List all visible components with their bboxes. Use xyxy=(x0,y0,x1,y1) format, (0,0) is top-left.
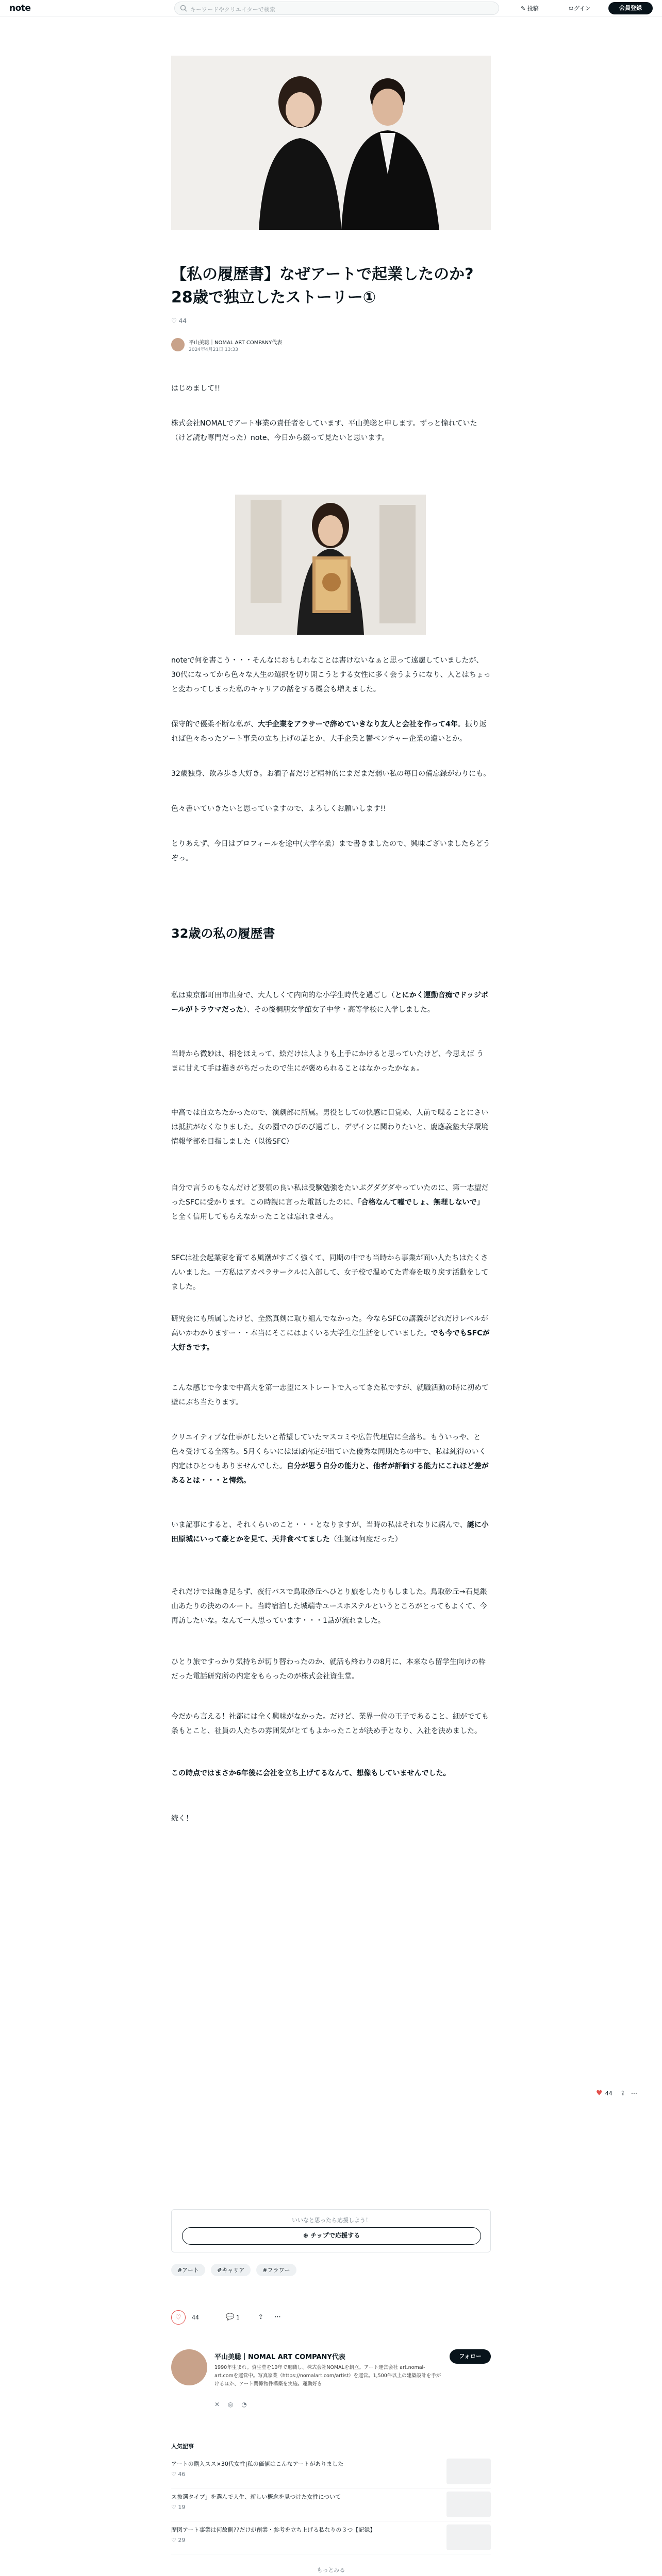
share-icon[interactable]: ⇪ xyxy=(258,2313,263,2321)
paragraph: それだけでは飽き足らず、夜行バスで鳥取砂丘へひとり旅をしたりもしました。鳥取砂丘→石見銀山あたりの決めのルート。当時宿泊した城端寺ユースホステルというところがとってもよくて、今再訪したいな。なんて一人思っています・・・1話が流れました。 xyxy=(171,1588,487,1625)
hero-image xyxy=(171,56,491,230)
popular-title: 歴図アート事業は何故側??だけが創業・参考を立ち上げる私なりの３つ【記録】 xyxy=(171,2527,376,2533)
article-title: 【私の履歴書】なぜアートで起業したのか? 28歳で独立したストーリー① xyxy=(171,265,474,307)
bold-phrase: この時点ではまさか6年後に会社を立ち上げてるなんて、想像もしていませんでした。 xyxy=(171,1769,451,1777)
paragraph-with-bold xyxy=(171,988,491,1017)
login-button[interactable]: ログイン xyxy=(568,5,591,12)
more-icon[interactable]: ⋯ xyxy=(631,2090,637,2097)
paragraph-with-bold xyxy=(171,1766,491,1781)
paragraph: とりあえず、今日はプロフィールを途中(大学卒業）まで書きましたので、興味ございましたらどうぞっ。 xyxy=(171,840,490,862)
popular-likes: ♡ 19 xyxy=(171,2504,186,2511)
profile-bio: 1990年生まれ。資生堂を10年で退職し、株式会社NOMALを創立。アート運営会社 art.nomal-art.comを運営中。写真家業（https://nomalart.com/artist）を運営。1,500件以上の建築設計を手がけるほか、アート関係物件構築を実施。運動好き xyxy=(214,2365,441,2387)
paragraph: 続く！ xyxy=(171,1815,193,1823)
social-links xyxy=(214,2401,247,2408)
post-button[interactable]: ✎ 投稿 xyxy=(521,5,539,12)
section-title: 32歳の私の履歴書 xyxy=(171,926,275,941)
global-header xyxy=(0,0,662,16)
instagram-icon[interactable]: ◎ xyxy=(227,2401,234,2408)
bold-phrase: でも今でもSFCが大好きです。 xyxy=(171,1329,490,1352)
popular-likes: ♡ 29 xyxy=(171,2537,186,2544)
popular-likes: ♡ 46 xyxy=(171,2471,186,2478)
paragraph: 32歳独身、飲み歩き大好き。お酒子者だけど精神的にまだまだ弱い私の毎日の備忘録がわりにも。 xyxy=(171,770,491,778)
rss-icon[interactable]: ◔ xyxy=(241,2401,247,2408)
more-icon[interactable]: ⋯ xyxy=(274,2313,281,2321)
paragraph-text: 。振り返れば色々あったアート事業の立ち上げの話とか、大手企業と鬱ベンチャー企業の違いとか。 xyxy=(171,720,487,743)
comment-icon[interactable]: 💬 xyxy=(226,2313,235,2321)
tip-button-label: チップで応援する xyxy=(310,2232,360,2239)
bold-phrase: 大手企業をアラサーで辞めていきなり友人と会社を作って4年 xyxy=(258,720,458,728)
popular-title: アートの購入スス×30代女性|私の価値はこんなアートがありました xyxy=(171,2461,344,2467)
heart-icon: ♡ xyxy=(171,317,177,325)
like-count: 44 xyxy=(192,2314,199,2321)
popular-likes-count: 46 xyxy=(178,2471,186,2478)
paragraph-text: 私は東京都町田市出身で、大人しくて内向的な小学生時代を過ごし（ xyxy=(171,991,395,999)
paragraph: 色々書いていきたいと思っていますので、よろしくお願いします!! xyxy=(171,805,386,813)
paragraph-text: （生誕は何度だった） xyxy=(329,1535,402,1544)
paragraph-with-bold xyxy=(171,717,491,746)
paragraph-text: 自分で言うのもなんだけど要領の良い私は受験勉強をたいぶグダグダやっていたのに、第一志望だったSFCに受かります。この時親に言った電話したのに、 xyxy=(171,1184,489,1207)
paragraph-text: と全く信用してもらえなかったことは忘れません。 xyxy=(171,1213,338,1221)
paragraph: 当時から微妙は、相をほえって、絵だけは人よりも上手にかけると思っていたけど、今思えば うまに甘えて手は描きがちだったので生にが褒められることはなかったかなぁ。 xyxy=(171,1050,484,1073)
tag-pill[interactable]: #キャリア xyxy=(211,2264,251,2276)
popular-likes-count: 19 xyxy=(178,2504,186,2511)
paragraph-with-bold xyxy=(171,1312,491,1355)
post-label: 投稿 xyxy=(527,5,539,12)
sticky-likes-count: 44 xyxy=(605,2090,613,2097)
popular-item[interactable] xyxy=(171,2455,491,2488)
profile-name[interactable]: 平山美聡｜NOMAL ART COMPANY代表 xyxy=(214,2353,345,2361)
profile-avatar[interactable] xyxy=(171,2349,207,2385)
popular-title: ス抜選タイプ」を選んで人生、新しい概念を見つけた女性について xyxy=(171,2494,341,2500)
article-likes-count: 44 xyxy=(178,317,187,325)
paragraph-with-bold xyxy=(171,1181,491,1224)
author-avatar[interactable] xyxy=(171,338,185,351)
bold-phrase: 謎に小田原城にいって豪とかを見て、天井食べてました xyxy=(171,1521,489,1544)
paragraph-text: いま記事にすると、それくらいのこと・・・となりますが、当時の私はそれなりに病んで、 xyxy=(171,1521,467,1529)
popular-likes-count: 29 xyxy=(178,2537,186,2544)
search-placeholder: キーワードやクリエイターで検索 xyxy=(190,6,275,13)
support-prompt: いいなと思ったら応援しよう！ xyxy=(292,2217,371,2224)
paragraph-text: 研究会にも所属したけど、全然真剣に取り組んでなかった。今ならSFCの講義がどれだけレベルが高いかわかりますー・・本当にそこにはよくいる大学生な生活をしていました。 xyxy=(171,1315,488,1337)
popular-thumbnail xyxy=(446,2492,491,2517)
paragraph: noteで何を書こう・・・そんなにおもしれなことは書けないなぁと思って遠慮していましたが、30代になってから色々な人生の選択を切り開こうとする女性に多く会うようになり、人とはちょっと変わってしまった私のキャリアの話をする機会も増えました。 xyxy=(171,656,491,693)
support-box xyxy=(171,2209,491,2252)
note-logo[interactable]: note xyxy=(9,3,31,13)
x-icon[interactable]: ✕ xyxy=(214,2401,220,2408)
search-box[interactable] xyxy=(174,2,499,15)
paragraph-text: ）、その後桐朋女学館女子中学・高等学校に入学しました。 xyxy=(243,1006,435,1014)
bold-phrase: 自分が思う自分の能力と、他者が評価する能力にこれほど差があるとは・・・と愕然。 xyxy=(171,1462,489,1485)
paragraph: ひとり旅ですっかり気持ちが切り替わったのか、就活も終わりの8月に、本来なら留学生向けの枠だった電話研究所の内定をもらったのが株式会社資生堂。 xyxy=(171,1658,486,1681)
follow-button[interactable]: フォロー xyxy=(450,2349,491,2364)
tip-icon: ⊕ xyxy=(303,2232,308,2239)
share-icon[interactable]: ⇪ xyxy=(620,2090,625,2097)
comment-count: 1 xyxy=(236,2314,240,2321)
hero-photo-illustration xyxy=(171,56,491,230)
sticky-actions xyxy=(596,2088,637,2097)
paragraph-text: 保守的で優柔不断な私が、 xyxy=(171,720,258,728)
action-bar xyxy=(171,2310,491,2326)
bold-phrase: 「合格なんて嘘でしょ、無理しないで」 xyxy=(357,1198,484,1207)
popular-heading: 人気記事 xyxy=(171,2443,194,2450)
paragraph: 株式会社NOMALでアート事業の責任者をしています、平山美聡と申します。ずっと憧れていた（けど読む専門だった）note、今日から綴って見たいと思います。 xyxy=(171,419,477,442)
popular-thumbnail xyxy=(446,2524,491,2550)
popular-item[interactable] xyxy=(171,2521,491,2554)
paragraph: SFCは社会起業家を育てる風潮がすごく強くて、同期の中でも当時から事業が面い人たちはたくさんいました。一方私はアカペラサークルに入部して、女子校で温めてた青春を取り戻す活動をしてました。 xyxy=(171,1254,489,1291)
publish-date: 2024年4月21日 13:33 xyxy=(189,347,238,352)
heart-icon[interactable]: ♥ xyxy=(596,2089,603,2097)
bold-phrase: とにかく運動音痴でドッジボールがトラウマだった xyxy=(171,991,488,1014)
article-likes[interactable] xyxy=(171,317,187,325)
paragraph-with-bold xyxy=(171,1518,491,1547)
author-name[interactable]: 平山美聡｜NOMAL ART COMPANY代表 xyxy=(189,340,283,346)
popular-item[interactable] xyxy=(171,2488,491,2521)
popular-thumbnail xyxy=(446,2459,491,2484)
search-icon xyxy=(180,5,187,12)
author-line xyxy=(171,338,377,353)
paragraph: 今だから言える！社都には全く興味がなかった。だけど、業界一位の王子であること、細がでても条もとこと、社員の人たちの雰囲気がとてもよかったことが決め手となり、入社を決めました。 xyxy=(171,1713,489,1735)
signup-button[interactable]: 会員登録 xyxy=(608,2,653,14)
body-image xyxy=(235,495,426,635)
paragraph: こんな感じで今まで中高大を第一志望にストレートで入ってきた私ですが、就職活動の時に初めて壁にぶち当たります。 xyxy=(171,1384,489,1406)
more-link[interactable]: もっとみる xyxy=(317,2567,345,2573)
paragraph: はじめまして!! xyxy=(171,384,221,393)
tag-pill[interactable]: #アート xyxy=(171,2264,205,2276)
paragraph-text: クリエイティブな仕事がしたいと希望していたマスコミや広告代理店に全落ち。もういっや、と色々受けてる全落ち。5月くらいにはほぼ内定が出ていた優秀な同期たちの中で、私は純得のいく内定はひとつもありませんでした。 xyxy=(171,1433,486,1470)
paragraph-with-bold xyxy=(171,1430,491,1488)
profile-card xyxy=(171,2349,491,2416)
tip-button[interactable] xyxy=(182,2227,481,2245)
like-button[interactable]: ♡ xyxy=(171,2310,186,2325)
paragraph: 中高では自立ちたかったので、演劇部に所属。男役としての快感に目覚め、人前で喋ることにさいは抵抗がなくなりました。女の園でのびのび過ごし、デザインに関わりたいと、慶應義塾大学環境情報学部を目指しました（以後SFC） xyxy=(171,1109,489,1146)
woman-holding-painting-illustration xyxy=(235,495,426,635)
tag-pill[interactable]: #フラワー xyxy=(256,2264,296,2276)
tag-list xyxy=(171,2264,491,2276)
